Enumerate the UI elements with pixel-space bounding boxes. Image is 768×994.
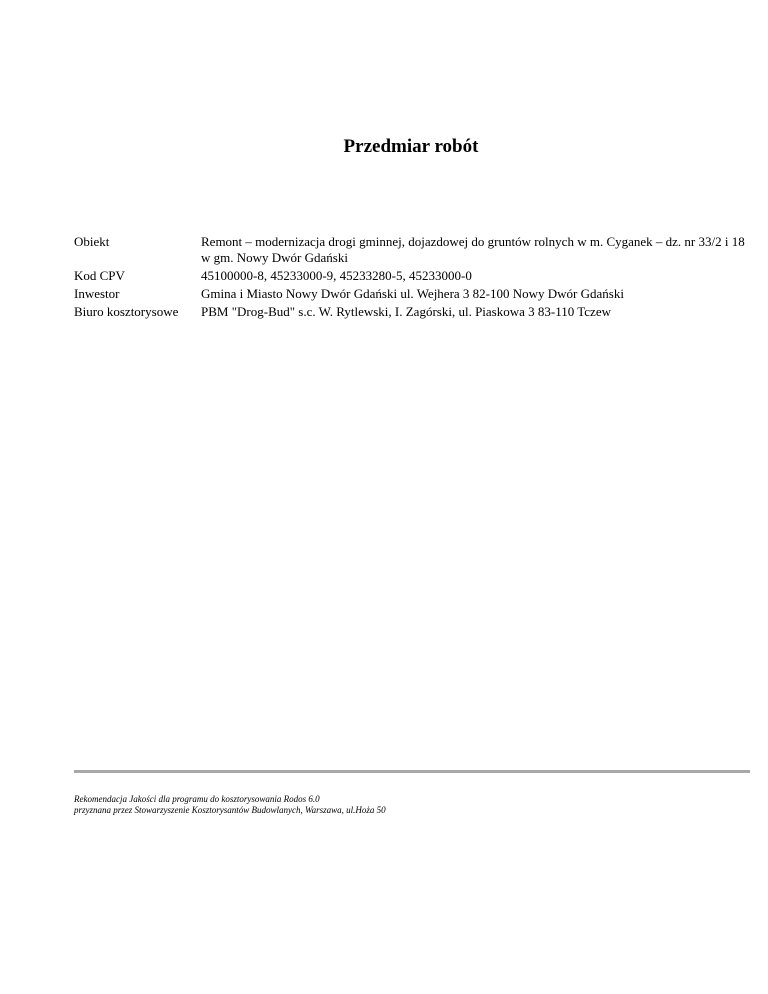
info-row-kod-cpv <box>74 268 754 284</box>
info-row-inwestor <box>74 286 754 302</box>
info-value: Gmina i Miasto Nowy Dwór Gdański ul. Wejhera 3 82-100 Nowy Dwór Gdański <box>201 286 624 301</box>
footer-line-2: przyznana przez Stowarzyszenie Kosztorysantów Budowlanych, Warszawa, ul.Hoża 50 <box>74 805 386 815</box>
document-title: Przedmiar robót <box>343 136 479 157</box>
info-label: Biuro kosztorysowe <box>74 304 179 319</box>
footer-note <box>74 794 754 816</box>
info-value: 45100000-8, 45233000-9, 45233280-5, 45233000-0 <box>201 268 472 283</box>
info-table <box>74 234 754 322</box>
info-value: Remont – modernizacja drogi gminnej, dojazdowej do gruntów rolnych w m. Cyganek – dz. nr 33/2 i 18 w gm. Nowy Dwór Gdański <box>201 234 745 265</box>
info-label: Inwestor <box>74 286 120 301</box>
footer-line-1: Rekomendacja Jakości dla programu do kosztorysowania Rodos 6.0 <box>74 794 320 804</box>
info-row-obiekt <box>74 234 754 266</box>
footer-divider <box>74 770 750 773</box>
info-label: Obiekt <box>74 234 110 249</box>
info-value: PBM "Drog-Bud" s.c. W. Rytlewski, I. Zagórski, ul. Piaskowa 3 83-110 Tczew <box>201 304 611 319</box>
info-label: Kod CPV <box>74 268 125 283</box>
info-row-biuro <box>74 304 754 320</box>
